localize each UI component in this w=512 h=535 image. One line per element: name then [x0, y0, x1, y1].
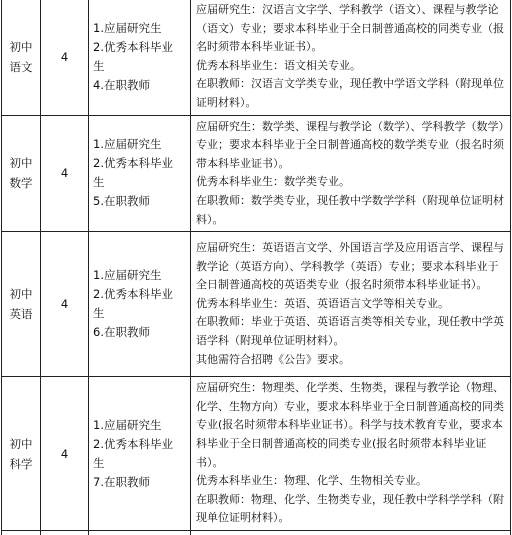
requirement-text: 应届研究生：物理类、化学类、生物类，课程与教学论（物理、化学、生物方向）专业，要求本科毕业于全日制普通高校的同类专业(报名时须带本科毕业证书）。科学与技术教育专业，要求本科毕业于全日制普通高校的同类专业(报名时须带本科毕业证书）。	[196, 381, 504, 469]
table-row	[2, 0, 511, 115]
target-item: 5.在职教师	[93, 194, 150, 209]
table-row	[2, 530, 511, 535]
subject-text: 初中	[9, 39, 33, 54]
target-item: 7.在职教师	[93, 474, 150, 489]
target-item: 2.优秀本科毕业	[93, 39, 173, 54]
count-cell	[41, 530, 89, 535]
target-cell	[89, 377, 191, 531]
requirement-text: 优秀本科毕业生：英语、英语语言文学等相关专业。	[196, 296, 449, 310]
requirement-text: 优秀本科毕业生：语文相关专业。	[196, 58, 361, 72]
target-item: 1.应届研究生	[93, 137, 162, 152]
requirement-text: 应届研究生：汉语言文字学、学科教学（语文）、课程与教学论（语文）专业；要求本科毕业于全日制普通高校的同类专业（报名时须带本科毕业证书）。	[196, 3, 504, 54]
table-row	[2, 232, 511, 377]
target-item: 1.应届研究生	[93, 20, 162, 35]
target-cell	[89, 530, 191, 535]
requirements-cell	[191, 377, 511, 531]
subject-cell	[2, 530, 41, 535]
subject-cell	[2, 232, 41, 377]
requirement-text: 在职教师：毕业于英语、英语语言类等相关专业，现任教中学英语学科（附现单位证明材料）。	[196, 315, 504, 348]
subject-text: 数学	[9, 176, 33, 191]
requirement-text: 在职教师：汉语言文学类专业，现任教中学语文学科（附现单位证明材料）。	[196, 77, 504, 109]
requirement-text: 应届研究生：英语语言文学、外国语言学及应用语言学、课程与教学论（英语方向）、学科教学（英语）专业；要求本科毕业于全日制普通高校的英语类专业（报名时须带本科毕业证书）。	[196, 241, 504, 292]
requirement-text: 其他需符合招聘《公告》要求。	[196, 352, 350, 366]
target-item: 1.应届研究生	[93, 417, 162, 432]
table-row	[2, 377, 511, 531]
target-item: 2.优秀本科毕业	[93, 436, 173, 451]
target-item: 6.在职教师	[93, 325, 150, 340]
target-item: 4.在职教师	[93, 77, 150, 92]
count-cell: 4	[41, 0, 89, 115]
requirement-text: 应届研究生：数学类、课程与教学论（数学）、学科教学（数学）专业；要求本科毕业于全日制普通高校的数学类专业（报名时须带本科毕业证书）。	[196, 119, 504, 170]
target-cell	[89, 232, 191, 377]
target-item: 2.优秀本科毕业	[93, 287, 173, 302]
count-cell: 4	[41, 115, 89, 232]
recruitment-table	[1, 0, 511, 535]
subject-cell	[2, 115, 41, 232]
subject-cell	[2, 0, 41, 115]
requirement-text: 在职教师：物理、化学、生物类专业，现任教中学科学学科（附现单位证明材料）。	[196, 492, 504, 525]
requirement-text: 在职教师：数学类专业，现任教中学数学学科（附现单位证明材料）。	[196, 193, 504, 226]
target-cell	[89, 0, 191, 115]
target-item: 生	[93, 58, 105, 73]
requirement-text: 优秀本科毕业生：物理、化学、生物相关专业。	[196, 474, 427, 488]
subject-text: 语文	[9, 59, 33, 74]
count-cell: 4	[41, 232, 89, 377]
target-item: 生	[93, 455, 105, 470]
target-cell	[89, 115, 191, 232]
target-item: 生	[93, 175, 105, 190]
target-item: 1.应届研究生	[93, 268, 162, 283]
requirements-cell	[191, 115, 511, 232]
subject-text: 初中	[9, 156, 33, 171]
requirements-cell	[191, 0, 511, 115]
subject-text: 英语	[9, 307, 33, 322]
subject-text: 初中	[9, 436, 33, 451]
subject-text: 科学	[9, 456, 33, 471]
target-item: 生	[93, 306, 105, 321]
requirements-cell	[191, 232, 511, 377]
target-item: 2.优秀本科毕业	[93, 156, 173, 171]
requirements-cell	[191, 530, 511, 535]
table-row	[2, 115, 511, 232]
count-cell: 4	[41, 377, 89, 531]
subject-text: 初中	[9, 287, 33, 302]
subject-cell	[2, 377, 41, 531]
requirement-text: 优秀本科毕业生：数学类专业。	[196, 175, 350, 189]
